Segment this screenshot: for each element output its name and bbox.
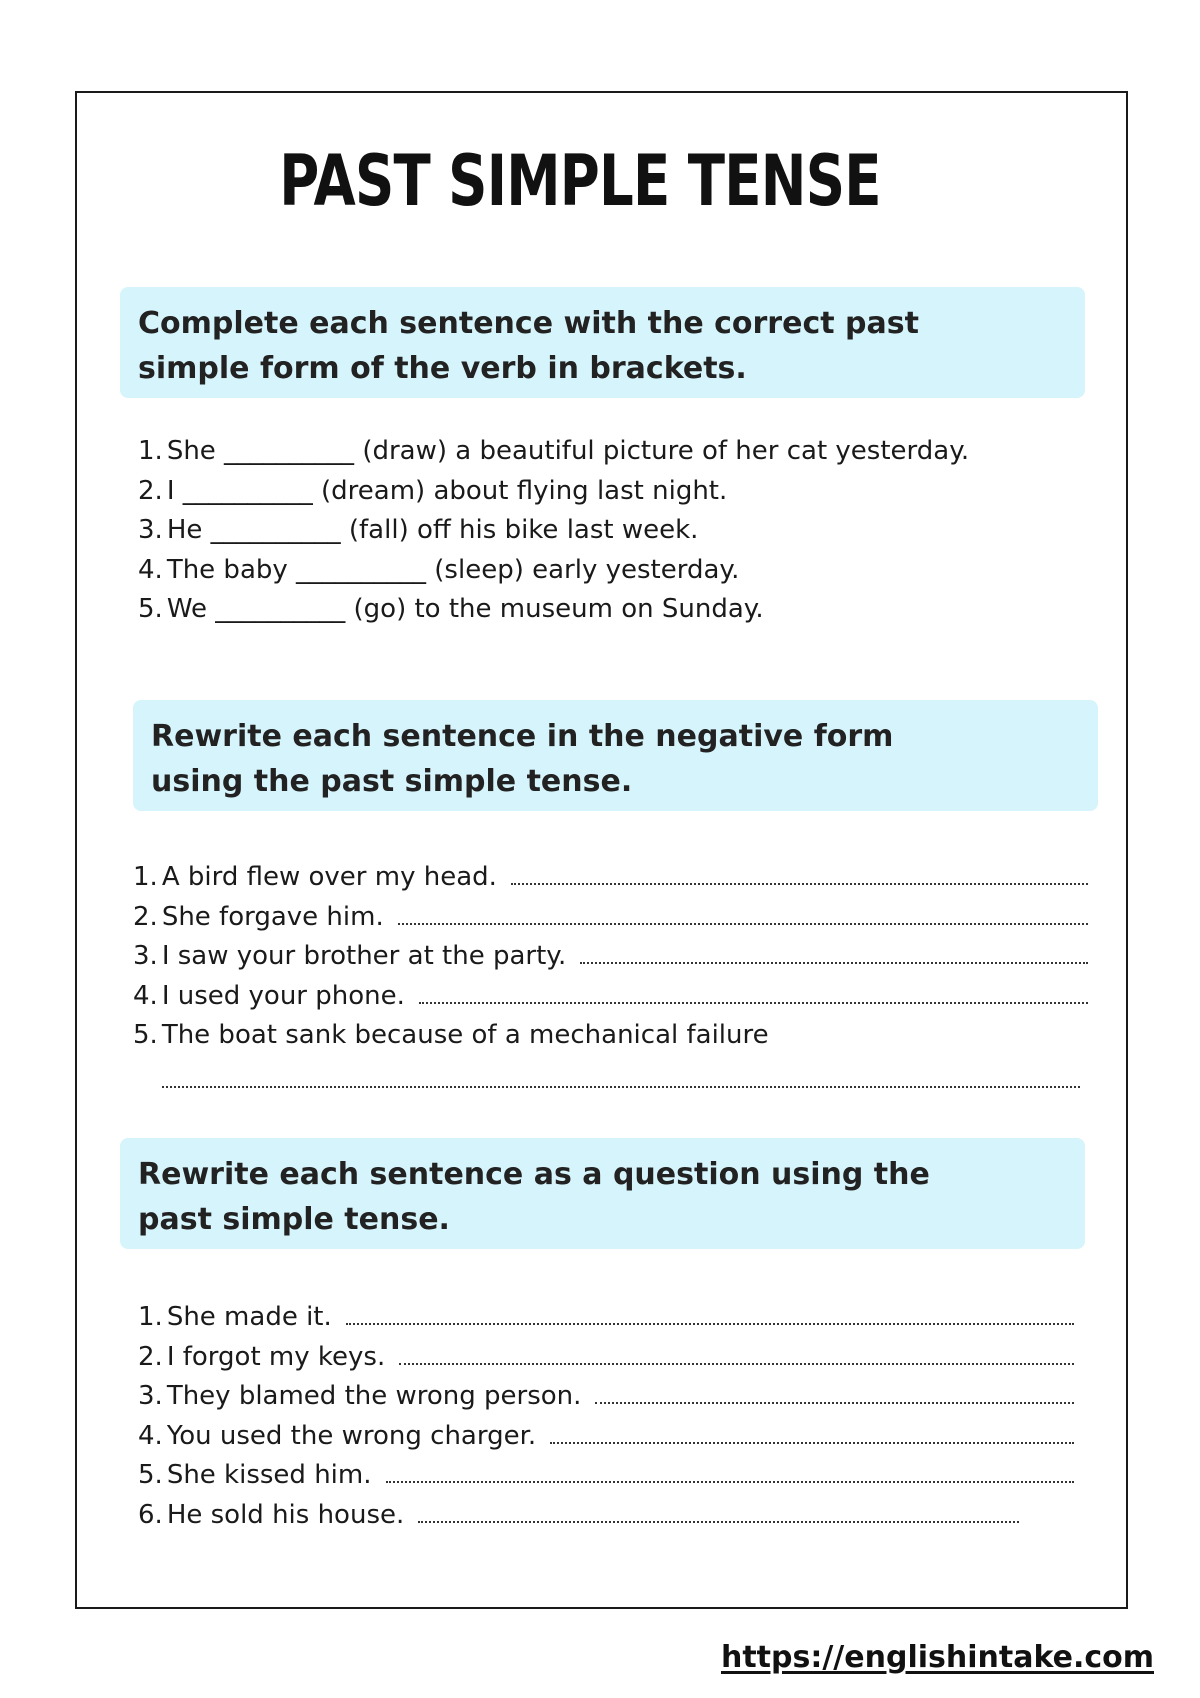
instruction-line: past simple tense. — [138, 1202, 450, 1237]
item-text: I saw your brother at the party. — [161, 941, 567, 971]
answer-dotted-line[interactable] — [346, 1305, 1074, 1325]
exercise-item — [138, 436, 1078, 476]
item-number: 5. — [133, 1020, 158, 1050]
exercise-item — [133, 1020, 1088, 1060]
item-number: 3. — [138, 1381, 163, 1411]
item-text: The baby __________ (sleep) early yesterday. — [166, 554, 740, 585]
answer-dotted-line[interactable] — [398, 905, 1088, 925]
answer-dotted-line[interactable] — [419, 984, 1088, 1004]
item-number: 1. — [138, 436, 163, 466]
exercise-item — [133, 941, 1088, 981]
exercise-item — [138, 1302, 1074, 1342]
item-number: 2. — [138, 475, 163, 506]
answer-dotted-line[interactable] — [418, 1503, 1019, 1523]
answer-dotted-line[interactable] — [511, 865, 1088, 885]
instruction-line: Complete each sentence with the correct past — [138, 306, 919, 341]
exercise-list-question — [138, 1302, 1074, 1539]
item-text: She forgave him. — [161, 901, 384, 932]
instruction-box-complete — [120, 287, 1085, 398]
instruction-line: Rewrite each sentence in the negative form — [151, 719, 894, 754]
item-text: He sold his house. — [166, 1499, 405, 1530]
item-number: 1. — [133, 862, 158, 892]
instruction-line: Rewrite each sentence as a question using the — [138, 1157, 930, 1192]
item-text: We __________ (go) to the museum on Sunday. — [166, 594, 764, 624]
exercise-item — [138, 515, 1078, 555]
exercise-item — [138, 1500, 1074, 1540]
item-number: 4. — [133, 980, 158, 1011]
exercise-item — [133, 981, 1088, 1021]
answer-dotted-line[interactable] — [386, 1463, 1075, 1483]
instruction-box-negative — [133, 700, 1098, 811]
exercise-item — [138, 594, 1078, 634]
exercise-list-negative — [133, 862, 1088, 1060]
answer-dotted-line[interactable] — [595, 1384, 1074, 1404]
item-text: She __________ (draw) a beautiful picture of her cat yesterday. — [166, 436, 970, 466]
item-number: 2. — [133, 901, 158, 932]
item-number: 5. — [138, 594, 163, 624]
answer-dotted-line[interactable] — [162, 1072, 1080, 1088]
answer-dotted-line[interactable] — [550, 1424, 1074, 1444]
exercise-item — [133, 862, 1088, 902]
item-number: 4. — [138, 1420, 163, 1451]
item-number: 1. — [138, 1302, 163, 1332]
item-number: 3. — [133, 941, 158, 971]
item-text: I __________ (dream) about flying last night. — [166, 475, 728, 506]
page-title: PAST SIMPLE TENSE — [279, 140, 881, 222]
item-text: I used your phone. — [161, 980, 405, 1011]
item-number: 2. — [138, 1341, 163, 1372]
answer-dotted-line[interactable] — [580, 944, 1088, 964]
item-text: She kissed him. — [166, 1460, 372, 1490]
exercise-item — [138, 1342, 1074, 1382]
item-number: 5. — [138, 1460, 163, 1490]
item-number: 3. — [138, 515, 163, 545]
item-text: I forgot my keys. — [166, 1341, 386, 1372]
exercise-item — [138, 1460, 1074, 1500]
item-text: She made it. — [166, 1302, 332, 1332]
item-text: They blamed the wrong person. — [166, 1381, 582, 1411]
item-text: The boat sank because of a mechanical failure — [161, 1020, 769, 1050]
exercise-list-complete — [138, 436, 1078, 634]
item-text: You used the wrong charger. — [166, 1420, 537, 1451]
answer-dotted-line[interactable] — [399, 1345, 1074, 1365]
instruction-line: using the past simple tense. — [151, 764, 633, 799]
item-text: A bird flew over my head. — [161, 862, 497, 892]
instruction-box-question — [120, 1138, 1085, 1249]
exercise-item — [138, 1421, 1074, 1461]
item-number: 4. — [138, 554, 163, 585]
exercise-item — [138, 1381, 1074, 1421]
website-link[interactable]: https://englishintake.com — [720, 1640, 1154, 1675]
exercise-item — [133, 902, 1088, 942]
instruction-line: simple form of the verb in brackets. — [138, 351, 747, 386]
item-text: He __________ (fall) off his bike last week. — [166, 515, 699, 545]
item-number: 6. — [138, 1499, 163, 1530]
exercise-item — [138, 476, 1078, 516]
exercise-item — [138, 555, 1078, 595]
